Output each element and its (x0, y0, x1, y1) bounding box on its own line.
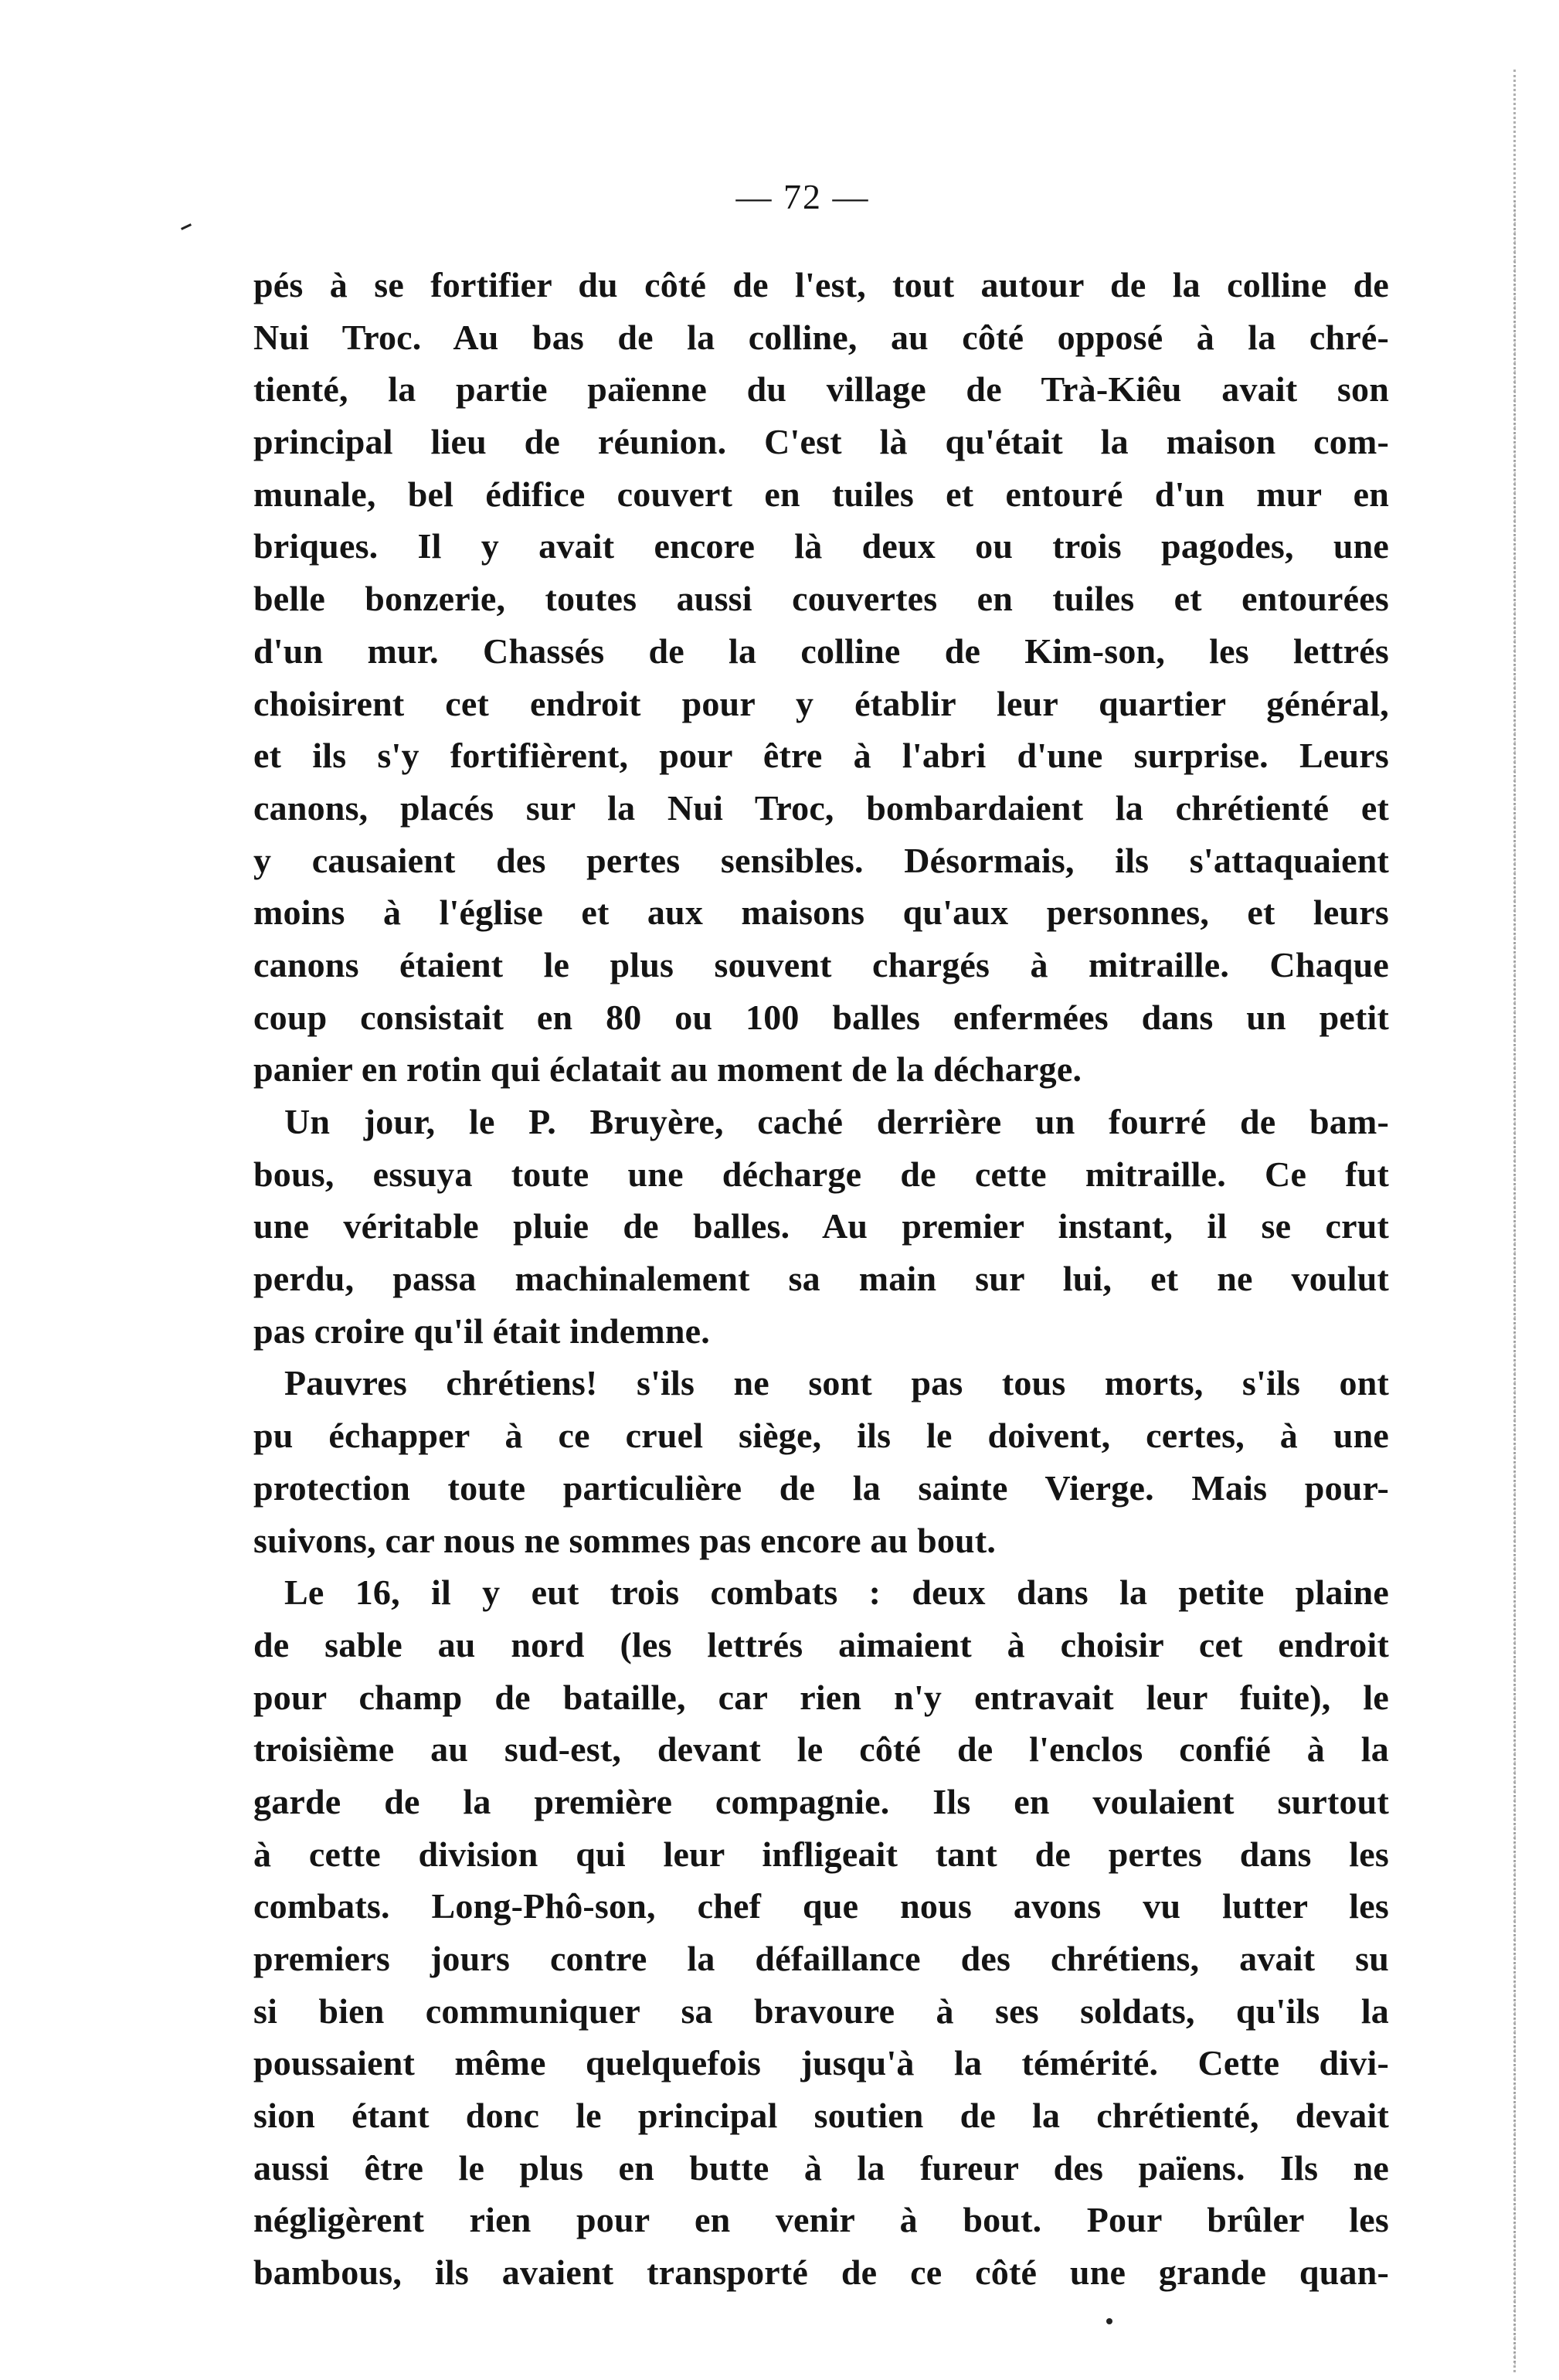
text-line: pour champ de bataille, car rien n'y entravait leur fuite), le (253, 1677, 1389, 1717)
text-line: perdu, passa machinalement sa main sur lui, et ne voulut (253, 1259, 1389, 1299)
text-line: d'un mur. Chassés de la colline de Kim-son, les lettrés (253, 631, 1389, 671)
text-line: si bien communiquer sa bravoure à ses soldats, qu'ils la (253, 1991, 1389, 2031)
text-line: troisième au sud-est, devant le côté de l'enclos confié à la (253, 1729, 1389, 1770)
text-line: de sable au nord (les lettrés aimaient à choisir cet endroit (253, 1624, 1389, 1664)
text-line: bambous, ils avaient transporté de ce côté une grande quan- (253, 2252, 1389, 2293)
text-line: pas croire qu'il était indemne. (253, 1311, 710, 1351)
text-line: Nui Troc. Au bas de la colline, au côté opposé à la chré- (253, 317, 1389, 357)
text-line: tienté, la partie païenne du village de Trà-Kiêu avait son (253, 369, 1389, 410)
ink-speck (1106, 2318, 1112, 2324)
text-line: briques. Il y avait encore là deux ou trois pagodes, une (253, 526, 1389, 566)
text-line: Un jour, le P. Bruyère, caché derrière un fourré de bam- (284, 1102, 1389, 1141)
text-line: protection toute particulière de la sainte Vierge. Mais pour- (253, 1467, 1389, 1508)
text-line: bous, essuya toute une décharge de cette mitraille. Ce fut (253, 1154, 1389, 1194)
text-line: coup consistait en 80 ou 100 balles enfermées dans un petit (253, 997, 1389, 1037)
text-line: panier en rotin qui éclatait au moment de la décharge. (253, 1049, 1082, 1090)
text-line: premiers jours contre la défaillance des chrétiens, avait su (253, 1939, 1389, 1978)
text-line: choisirent cet endroit pour y établir leur quartier général, (253, 683, 1389, 723)
text-line: à cette division qui leur infligeait tant de pertes dans les (253, 1834, 1389, 1874)
text-line: canons, placés sur la Nui Troc, bombardaient la chrétienté et (253, 787, 1389, 828)
text-line: moins à l'église et aux maisons qu'aux personnes, et leurs (253, 892, 1389, 933)
binding-shadow-inner (1514, 201, 1519, 2365)
text-line: combats. Long-Phô-son, chef que nous avons vu lutter les (253, 1886, 1389, 1926)
text-line: pu échapper à ce cruel siège, ils le doivent, certes, à une (253, 1416, 1389, 1456)
text-line: principal lieu de réunion. C'est là qu'était la maison com- (253, 422, 1389, 462)
text-line: canons étaient le plus souvent chargés à mitraille. Chaque (253, 944, 1389, 984)
text-line: y causaient des pertes sensibles. Désormais, ils s'attaquaient (253, 840, 1389, 880)
text-line: suivons, car nous ne sommes pas encore au bout. (253, 1520, 997, 1560)
text-line: pés à se fortifier du côté de l'est, tout autour de la colline de (253, 265, 1389, 304)
text-line: Pauvres chrétiens! s'ils ne sont pas tous morts, s'ils ont (284, 1363, 1389, 1403)
text-line: sion étant donc le principal soutien de la chrétienté, devait (253, 2096, 1389, 2136)
text-line: et ils s'y fortifièrent, pour être à l'abri d'une surprise. Leurs (253, 736, 1389, 776)
body-text (253, 259, 1389, 2299)
text-line: poussaient même quelquefois jusqu'à la témérité. Cette divi- (253, 2043, 1389, 2083)
text-line: garde de la première compagnie. Ils en voulaient surtout (253, 1781, 1389, 1821)
page-number: — 72 — (735, 177, 870, 216)
text-line: belle bonzerie, toutes aussi couvertes en tuiles et entourées (253, 579, 1389, 619)
text-line: aussi être le plus en butte à la fureur des païens. Ils ne (253, 2147, 1389, 2188)
text-line: munale, bel édifice couvert en tuiles et entouré d'un mur en (253, 474, 1389, 514)
text-line: négligèrent rien pour en venir à bout. Pour brûler les (253, 2200, 1389, 2240)
ink-speck (181, 223, 192, 230)
text-line: une véritable pluie de balles. Au premier instant, il se crut (253, 1206, 1389, 1246)
text-line: Le 16, il y eut trois combats : deux dans la petite plaine (284, 1572, 1389, 1613)
